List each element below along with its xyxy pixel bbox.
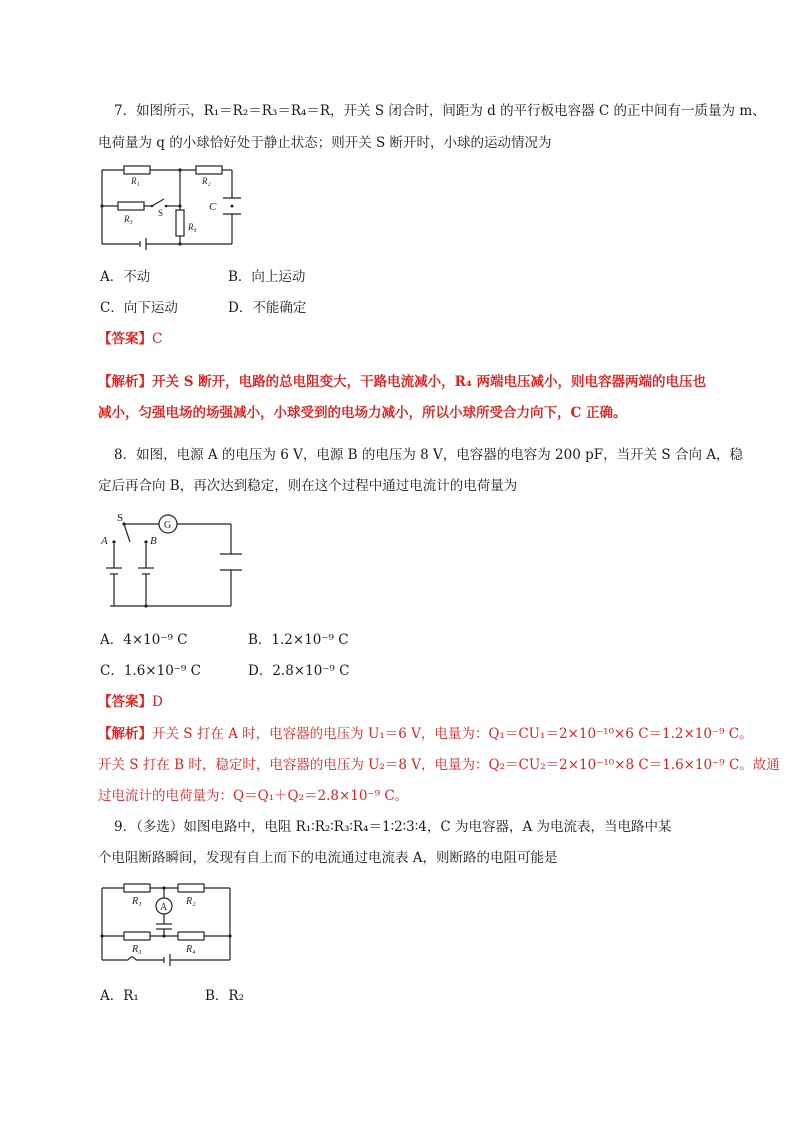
q8-analysis-text1: 开关 S 打在 A 时，电容器的电压为 U₁＝6 V，电量为：Q₁＝CU₁＝2×10⁻¹⁰×6 C＝1.2×10⁻⁹ C。	[152, 726, 753, 742]
q7-answer	[98, 329, 162, 349]
q7-stem-line1: 7．如图所示，R₁＝R₂＝R₃＝R₄＝R，开关 S 闭合时，间距为 d 的平行板电容器 C 的正中间有一质量为 m、	[114, 103, 766, 119]
q7-analysis-line2: 减小，匀强电场的场强减小，小球受到的电场力减小，所以小球所受合力向下，C 正确。	[98, 405, 627, 421]
q7-option-d[interactable]: D．不能确定	[228, 300, 307, 316]
q8-label-g: G	[164, 520, 172, 531]
q9-circuit-diagram	[96, 880, 246, 972]
q9-label-r4: R₄	[186, 944, 196, 955]
q8-analysis-line2: 开关 S 打在 B 时，稳定时，电容器的电压为 U₂＝8 V，电量为：Q₂＝CU₂＝2×10⁻¹⁰×8 C＝1.6×10⁻⁹ C。故通	[98, 757, 780, 773]
q9-option-a[interactable]: A．R₁	[100, 988, 139, 1004]
q7-answer-tag: 【答案】	[98, 331, 152, 347]
q7-analysis-line1	[98, 372, 706, 392]
q9-label-r1: R₁	[132, 896, 142, 907]
q7-analysis-tag: 【解析】	[98, 374, 152, 390]
q8-circuit-diagram	[96, 508, 246, 612]
q9-stem-line2: 个电阻断路瞬间，发现有自上而下的电流通过电流表 A，则断路的电阻可能是	[98, 850, 558, 866]
q8-option-c[interactable]: C．1.6×10⁻⁹ C	[100, 663, 201, 679]
q8-analysis-line1	[98, 724, 753, 744]
q9-label-a: A	[160, 902, 168, 913]
q7-option-c[interactable]: C．向下运动	[100, 300, 178, 316]
q8-analysis-line3: 过电流计的电荷量为：Q＝Q₁＋Q₂＝2.8×10⁻⁹ C。	[98, 788, 409, 804]
q7-label-c: C	[209, 201, 217, 213]
q7-label-r4: R₄	[188, 222, 197, 232]
q8-answer-value: D	[152, 694, 163, 710]
q7-option-a[interactable]: A．不动	[100, 269, 151, 285]
q8-answer-tag: 【答案】	[98, 694, 152, 710]
q8-label-s: S	[117, 512, 124, 524]
q7-label-r3: R₃	[124, 214, 133, 224]
q8-option-b[interactable]: B．1.2×10⁻⁹ C	[248, 632, 349, 648]
q8-label-b: B	[150, 535, 157, 547]
q9-label-r3: R₃	[132, 944, 142, 955]
q7-option-b[interactable]: B．向上运动	[228, 269, 306, 285]
q7-stem-line2: 电荷量为 q 的小球恰好处于静止状态；则开关 S 断开时，小球的运动情况为	[98, 135, 552, 151]
q8-answer	[98, 692, 163, 712]
q7-label-s: S	[158, 208, 164, 218]
q8-stem-line2: 定后再合向 B，再次达到稳定，则在这个过程中通过电流计的电荷量为	[98, 478, 518, 494]
q8-label-a: A	[101, 535, 108, 547]
q7-analysis-text1: 开关 S 断开，电路的总电阻变大，干路电流减小，R₄ 两端电压减小，则电容器两端的电压也	[152, 374, 706, 390]
q8-option-a[interactable]: A．4×10⁻⁹ C	[100, 632, 188, 648]
q7-answer-value: C	[152, 331, 163, 347]
q9-option-b[interactable]: B．R₂	[205, 988, 244, 1004]
q7-label-r1: R₁	[131, 176, 140, 186]
q9-stem-line1: 9．（多选）如图电路中，电阻 R₁∶R₂∶R₃∶R₄＝1∶2∶3∶4，C 为电容器，A 为电流表，当电路中某	[114, 819, 672, 835]
q8-stem-line1: 8．如图，电源 A 的电压为 6 V，电源 B 的电压为 8 V，电容器的电容为 200 pF，当开关 S 合向 A，稳	[114, 447, 743, 463]
q7-label-r2: R₂	[202, 176, 211, 186]
q9-label-r2: R₂	[186, 896, 196, 907]
q8-option-d[interactable]: D．2.8×10⁻⁹ C	[248, 663, 350, 679]
q7-circuit-diagram	[96, 160, 246, 252]
q8-analysis-tag: 【解析】	[98, 726, 152, 742]
